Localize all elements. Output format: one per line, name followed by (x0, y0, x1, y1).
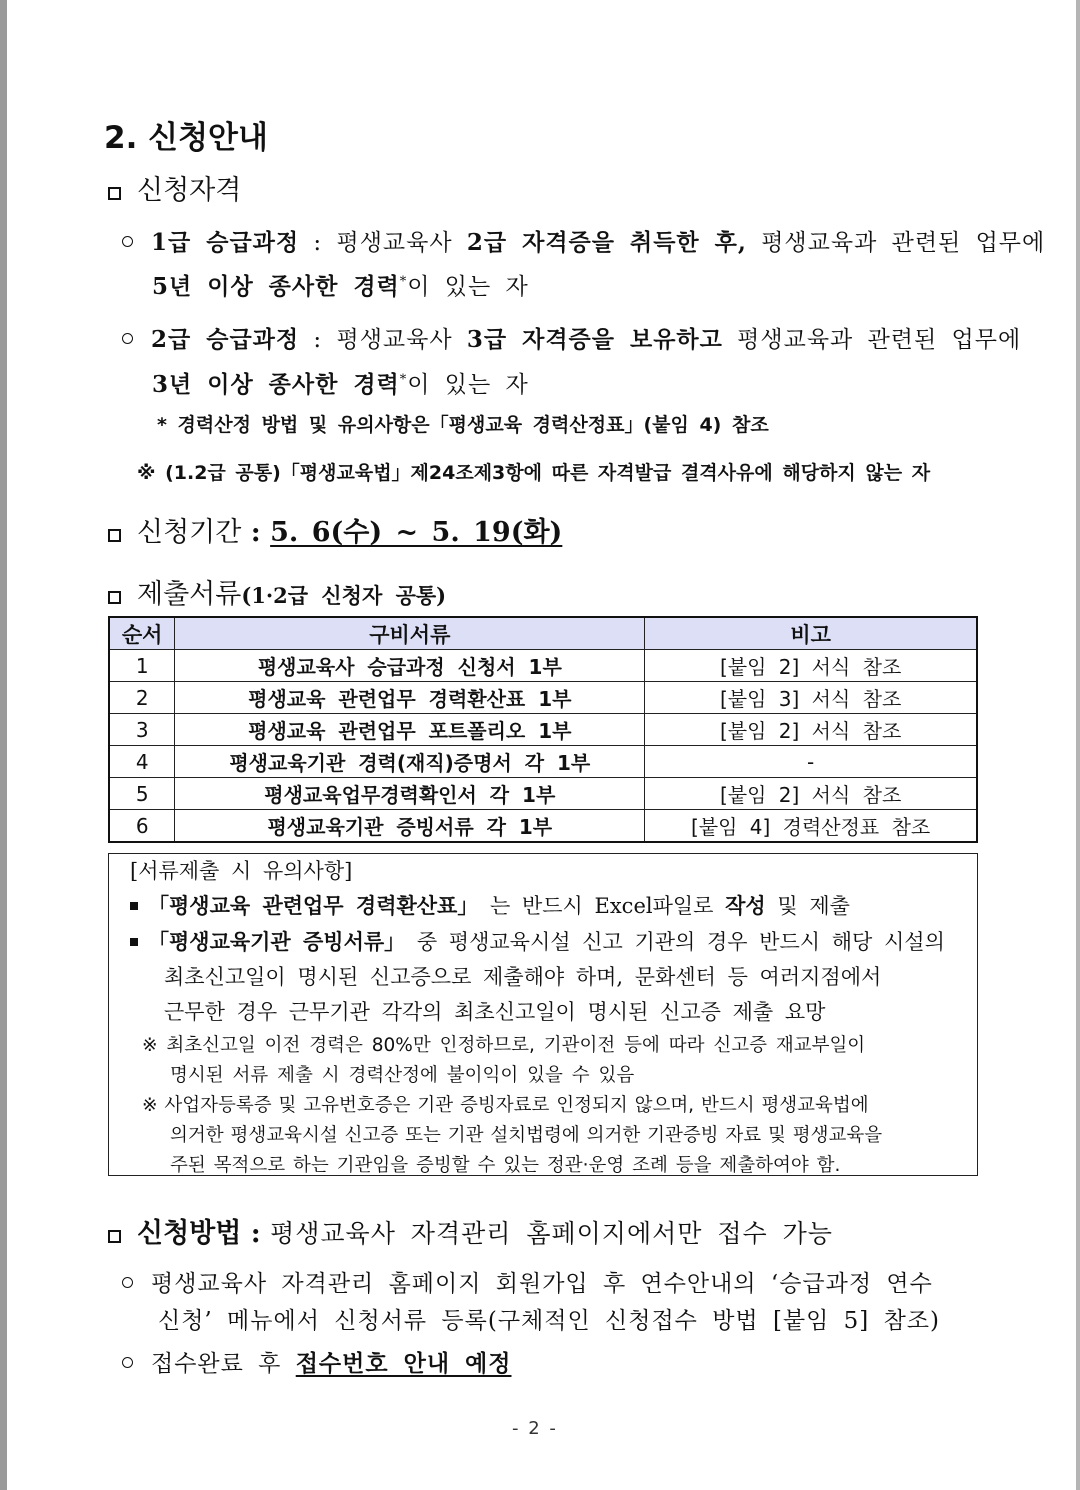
row-number: 2 (109, 682, 175, 714)
row-note: [붙임 3] 서식 참조 (645, 682, 977, 714)
section-heading: 2. 신청안내 (104, 120, 268, 156)
row-note: - (645, 746, 977, 778)
grade1-text-a: : 평생교육사 (299, 230, 467, 256)
circle-bullet-icon (122, 1357, 133, 1368)
method-item-2-text: 접수완료 후 (151, 1351, 296, 1377)
method-item-2-emphasis: 접수번호 안내 예정 (295, 1350, 512, 1377)
documents-section-title (108, 572, 446, 611)
grade1-label: 1급 승급과정 (151, 229, 300, 256)
notice-note-2-line2: 의거한 평생교육시설 신고증 또는 기관 설치법령에 의거한 기관증빙 자료 및 평생교육을 (170, 1125, 883, 1146)
table-row (109, 746, 977, 778)
method-section (108, 1211, 833, 1250)
square-bullet-icon (130, 902, 138, 910)
circle-bullet-icon (122, 1277, 133, 1288)
row-number: 5 (109, 778, 175, 810)
period-dates: 5. 6(수) ~ 5. 19(화) (270, 517, 563, 548)
documents-table (108, 616, 978, 843)
grade2-label: 2급 승급과정 (151, 326, 300, 353)
checkbox-square-icon (108, 529, 121, 542)
grade2-line1 (122, 321, 1021, 354)
grade2-emphasis: 3급 자격증을 보유하고 (466, 326, 723, 353)
notice-item-2-text: 중 평생교육시설 신고 기관의 경우 반드시 해당 시설의 (405, 930, 945, 954)
eligibility-section-title (108, 168, 241, 207)
row-document: 평생교육업무경력확인서 각 1부 (175, 778, 645, 810)
method-title: 신청방법 (137, 1218, 242, 1249)
row-note: [붙임 2] 서식 참조 (645, 650, 977, 682)
grade2-text-end: 이 있는 자 (407, 372, 529, 398)
period-colon: : (241, 517, 271, 548)
row-document: 평생교육기관 경력(재직)증명서 각 1부 (175, 746, 645, 778)
notice-note-1-line1: ※ 최초신고일 이전 경력은 80%만 인정하므로, 기관이전 등에 따라 신고증 재교부일이 (142, 1035, 866, 1056)
header-order: 순서 (109, 617, 175, 650)
checkbox-square-icon (108, 187, 121, 200)
table-row (109, 778, 977, 810)
notice-title: [서류제출 시 유의사항] (130, 859, 353, 883)
table-row (109, 650, 977, 682)
documents-title: 제출서류 (137, 579, 242, 610)
career-footnote: * 경력산정 방법 및 유의사항은「평생교육 경력산정표」(붙임 4) 참조 (157, 414, 769, 436)
grade2-career: 3년 이상 종사한 경력 (152, 371, 400, 398)
method-item-2 (122, 1345, 511, 1378)
header-note: 비고 (645, 617, 977, 650)
row-note: [붙임 2] 서식 참조 (645, 778, 977, 810)
grade2-text-c: 평생교육과 관련된 업무에 (722, 327, 1022, 353)
eligibility-title: 신청자격 (137, 175, 242, 206)
common-eligibility-note: ※ (1.2급 공통)「평생교육법」제24조제3항에 따른 자격발급 결격사유에 해당하지 않는 자 (137, 462, 931, 484)
circle-bullet-icon (122, 236, 133, 247)
method-item-1-line1 (122, 1265, 933, 1298)
notice-item-1 (130, 890, 850, 920)
grade1-emphasis: 2급 자격증을 취득한 후, (466, 229, 747, 256)
notice-note-2-line1: ※ 사업자등록증 및 고유번호증은 기관 증빙자료로 인정되지 않으며, 반드시 평생교육법에 (142, 1095, 869, 1116)
square-bullet-icon (130, 938, 138, 946)
grade1-career: 5년 이상 종사한 경력 (152, 273, 400, 300)
checkbox-square-icon (108, 591, 121, 604)
checkbox-square-icon (108, 1230, 121, 1243)
notice-item-1-end: 및 제출 (765, 894, 850, 918)
period-title: 신청기간 (137, 517, 242, 548)
notice-item-2-doc: 「평생교육기관 증빙서류」 (148, 929, 406, 954)
row-document: 평생교육사 승급과정 신청서 1부 (175, 650, 645, 682)
notice-item-2 (130, 926, 945, 956)
grade2-line2 (152, 366, 529, 399)
row-note: [붙임 2] 서식 참조 (645, 714, 977, 746)
row-number: 6 (109, 810, 175, 843)
row-document: 평생교육 관련업무 경력환산표 1부 (175, 682, 645, 714)
row-note: [붙임 4] 경력산정표 참조 (645, 810, 977, 843)
row-number: 3 (109, 714, 175, 746)
method-item-1-line2: 신청’ 메뉴에서 신청서류 등록(구체적인 신청접수 방법 [붙임 5] 참조) (158, 1308, 940, 1334)
notice-item-2-line3: 근무한 경우 근무기관 각각의 최초신고일이 명시된 신고증 제출 요망 (164, 1000, 826, 1024)
documents-subtitle: (1·2급 신청자 공통) (241, 583, 447, 608)
notice-item-2-line2: 최초신고일이 명시된 신고증으로 제출해야 하며, 문화센터 등 여러지점에서 (164, 965, 882, 989)
page-number: - 2 - (512, 1418, 558, 1439)
method-item-1-text: 평생교육사 자격관리 홈페이지 회원가입 후 연수안내의 ‘승급과정 연수 (151, 1271, 933, 1297)
notice-item-1-text: 는 반드시 Excel파일로 (478, 894, 726, 918)
header-documents: 구비서류 (175, 617, 645, 650)
method-colon: : (241, 1218, 271, 1249)
notice-note-1-line2: 명시된 서류 제출 시 경력산정에 불이익이 있을 수 있음 (170, 1065, 635, 1086)
grade2-footnote-mark: * (399, 372, 408, 388)
notice-item-1-emphasis: 작성 (725, 893, 766, 918)
grade2-text-a: : 평생교육사 (299, 327, 467, 353)
notice-item-1-doc: 「평생교육 관련업무 경력환산표」 (148, 893, 479, 918)
table-row (109, 714, 977, 746)
method-value: 평생교육사 자격관리 홈페이지에서만 접수 가능 (270, 1219, 833, 1248)
row-document: 평생교육 관련업무 포트폴리오 1부 (175, 714, 645, 746)
period-section (108, 510, 562, 549)
table-row (109, 810, 977, 843)
row-number: 1 (109, 650, 175, 682)
grade1-line1 (122, 224, 1045, 257)
grade1-text-end: 이 있는 자 (407, 274, 529, 300)
grade1-footnote-mark: * (399, 274, 408, 290)
grade1-line2 (152, 268, 529, 301)
row-number: 4 (109, 746, 175, 778)
grade1-text-c: 평생교육과 관련된 업무에 (746, 230, 1046, 256)
table-header-row (109, 617, 977, 650)
notice-note-2-line3: 주된 목적으로 하는 기관임을 증빙할 수 있는 정관·운영 조례 등을 제출하여야 함. (170, 1155, 841, 1176)
row-document: 평생교육기관 증빙서류 각 1부 (175, 810, 645, 843)
table-row (109, 682, 977, 714)
circle-bullet-icon (122, 333, 133, 344)
